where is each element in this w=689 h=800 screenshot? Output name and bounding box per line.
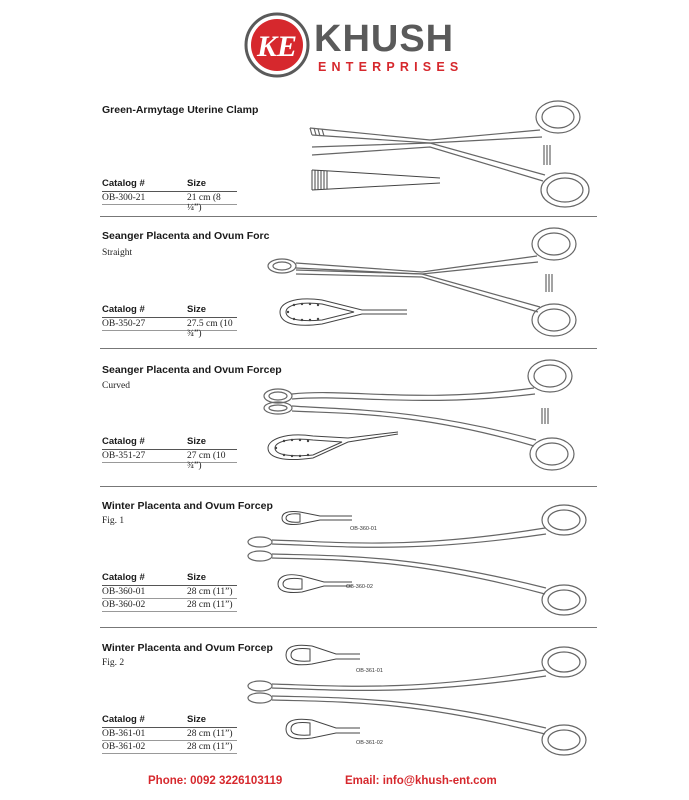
jaw-figure-label: OB-360-02 (346, 584, 373, 590)
ke-logo-icon (244, 12, 310, 78)
table-row (102, 587, 237, 599)
product-title: Seanger Placenta and Ovum Forc (102, 230, 270, 242)
footer-phone: Phone: 0092 3226103119 (148, 775, 283, 787)
size-value: 28 cm (11”) (187, 600, 233, 610)
table-row (102, 193, 237, 213)
curved-placenta-forceps-icon (258, 354, 598, 474)
logo-mark-text: KE (256, 30, 298, 63)
section-divider (100, 216, 597, 217)
table-row (102, 451, 237, 471)
catalog-column-label: Catalog # (102, 714, 145, 725)
section-divider (100, 486, 597, 487)
catalog-header (102, 572, 237, 586)
jaw-figure-label: OB-361-02 (356, 740, 383, 746)
product-title: Winter Placenta and Ovum Forcep (102, 642, 273, 654)
uterine-clamp-icon (300, 95, 600, 215)
product-subtitle: Fig. 2 (102, 658, 125, 668)
catalog-number: OB-350-27 (102, 319, 146, 329)
catalog-header (102, 304, 237, 318)
jaw-figure-label: OB-361-01 (356, 668, 383, 674)
size-value: 28 cm (11”) (187, 742, 233, 752)
catalog-number: OB-360-01 (102, 587, 146, 597)
catalog-column-label: Catalog # (102, 304, 145, 315)
catalog-number: OB-361-02 (102, 742, 146, 752)
catalog-number: OB-351-27 (102, 451, 146, 461)
size-column-label: Size (187, 436, 207, 447)
table-row (102, 729, 237, 741)
product-subtitle: Curved (102, 381, 130, 391)
catalog-header (102, 714, 237, 728)
brand-logo (244, 12, 464, 80)
catalog-column-label: Catalog # (102, 436, 145, 447)
catalog-number: OB-361-01 (102, 729, 146, 739)
footer-email: Email: info@khush-ent.com (345, 775, 497, 787)
size-column-label: Size (187, 572, 207, 583)
table-row (102, 319, 237, 339)
product-title: Winter Placenta and Ovum Forcep (102, 500, 273, 512)
size-value: 21 cm (8 ¼”) (187, 193, 221, 213)
table-row (102, 600, 237, 612)
size-column-label: Size (187, 304, 207, 315)
brand-tagline: ENTERPRISES (318, 60, 464, 74)
size-value: 28 cm (11”) (187, 587, 233, 597)
product-subtitle: Straight (102, 248, 133, 258)
catalog-column-label: Catalog # (102, 178, 145, 189)
size-value: 27 cm (10 ¾”) (187, 451, 226, 471)
winter-forceps-icon (240, 500, 600, 625)
winter-forceps-icon (240, 640, 600, 768)
size-column-label: Size (187, 178, 207, 189)
product-subtitle: Fig. 1 (102, 516, 125, 526)
catalog-column-label: Catalog # (102, 572, 145, 583)
catalog-number: OB-300-21 (102, 193, 146, 203)
brand-name: KHUSH (314, 18, 455, 60)
straight-placenta-forceps-icon (262, 222, 602, 342)
jaw-figure-label: OB-360-01 (350, 526, 377, 532)
catalog-header (102, 436, 237, 450)
section-divider (100, 627, 597, 628)
size-value: 28 cm (11”) (187, 729, 233, 739)
product-title: Seanger Placenta and Ovum Forcep (102, 364, 282, 376)
catalog-header (102, 178, 237, 192)
catalog-number: OB-360-02 (102, 600, 146, 610)
section-divider (100, 348, 597, 349)
size-column-label: Size (187, 714, 207, 725)
table-row (102, 742, 237, 754)
product-title: Green-Armytage Uterine Clamp (102, 104, 259, 116)
size-value: 27.5 cm (10 ¾”) (187, 319, 233, 339)
